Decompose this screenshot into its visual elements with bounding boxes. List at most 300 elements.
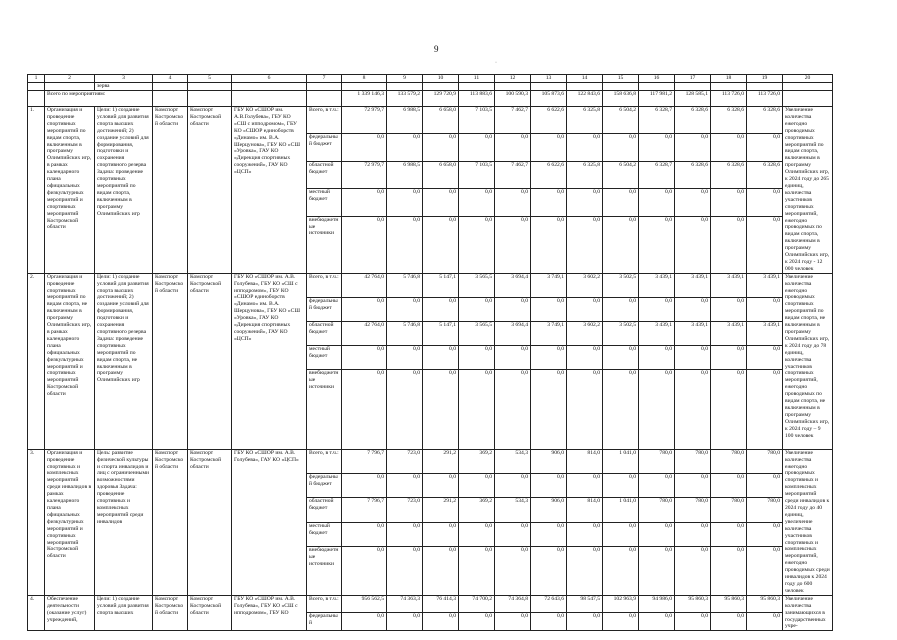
measure-goal: Цели: 1) создание условий для развития спорта высших достижений; 2) создание условий для формирования, подготовки и сохранения спортивного резерва Задача: проведение спортивных мероприятий по видам спорта, включенным в программу Олимпийских игр: [95, 107, 153, 274]
participants: ГБУ КО «СШОР им. А.В. Голубева», ГБУ КО «СШ с ипподромом», ГБУ КО: [232, 595, 307, 631]
funding-value: 0,0: [495, 134, 531, 161]
table-cell: [783, 91, 833, 107]
table-cell: [307, 91, 342, 107]
funding-value: 0,0: [603, 216, 639, 273]
table-cell: [188, 83, 232, 91]
funding-value: 723,0: [387, 498, 423, 522]
column-number: 18: [711, 75, 747, 83]
funding-value: 1 041,0: [603, 449, 639, 473]
table-cell: [387, 83, 423, 91]
funding-value: 0,0: [342, 345, 387, 369]
funding-value: 814,0: [567, 449, 603, 473]
funding-value: 0,0: [459, 547, 495, 596]
funding-value: 0,0: [567, 474, 603, 498]
funding-value: 95 860,3: [711, 595, 747, 612]
expected-result: Увеличение количества ежегодно проводимых спортивных мероприятий по видам спорта, включенным в программу Олимпийских игр, к 2024 году до 265 единиц, количества участников спортивных мероприятий, ежегодно проводимых по видам спорта, включенным в программу Олимпийских игр, к 2024 году - 12 000 человек: [783, 107, 833, 274]
funding-value: 0,0: [603, 297, 639, 321]
total-value: 133 579,2: [387, 91, 423, 107]
funding-value: 0,0: [603, 345, 639, 369]
measure-name: Обеспечение деятельности (оказание услуг) учреждений,: [45, 595, 95, 631]
total-label: Всего по мероприятиям:: [45, 91, 153, 107]
funding-source: федеральный бюджет: [307, 297, 342, 321]
funding-value: 6 328,6: [747, 107, 783, 134]
funding-value: 0,0: [459, 134, 495, 161]
funding-value: 6 622,6: [531, 161, 567, 188]
funding-value: 7 462,7: [495, 161, 531, 188]
funding-value: 0,0: [531, 216, 567, 273]
column-number: 13: [531, 75, 567, 83]
column-number: 12: [495, 75, 531, 83]
funding-value: 3 749,1: [531, 273, 567, 297]
funding-value: 369,2: [459, 449, 495, 473]
measure-goal: Цели: 1) создание условий для развития спорта высших достижений; 2) создание условий для формирования, подготовки и сохранения спортивного резерва Задача: проведение спортивных мероприятий по видам спорта, не включенным в программу Олимпийских игр: [95, 273, 153, 449]
funding-value: 0,0: [711, 547, 747, 596]
table-cell: [495, 83, 531, 91]
funding-value: 3 694,4: [495, 321, 531, 345]
funding-value: 0,0: [423, 547, 459, 596]
measure-name: Организация и проведение спортивных и комплексных мероприятий среди инвалидов в рамках календарного плана официальных физкультурных мероприятий и спортивных мероприятий Костромской области: [45, 449, 95, 595]
executor: Комспорт Костромской области: [188, 595, 232, 631]
funding-value: 6 988,5: [387, 107, 423, 134]
funding-value: 7 462,7: [495, 107, 531, 134]
funding-value: 6 328,6: [675, 107, 711, 134]
funding-value: 0,0: [531, 189, 567, 216]
funding-value: 5 147,1: [423, 273, 459, 297]
funding-value: 0,0: [423, 216, 459, 273]
funding-value: 780,0: [639, 498, 675, 522]
funding-value: 0,0: [342, 134, 387, 161]
table-cell: [153, 83, 188, 91]
goal-continuation: зерва: [95, 83, 153, 91]
column-number-row: [28, 75, 833, 83]
funding-value: 1 041,0: [603, 498, 639, 522]
funding-value: 0,0: [531, 547, 567, 596]
column-number: 7: [307, 75, 342, 83]
table-cell: [232, 91, 307, 107]
measure-name: Организация и проведение спортивных мероприятий по видам спорта, не включенным в программу Олимпийских игр, в рамках календарного плана официальных физкультурных мероприятий и спортивных мероприятий Костромской области: [45, 273, 95, 449]
funding-value: 534,3: [495, 449, 531, 473]
funding-value: 6 328,7: [639, 107, 675, 134]
funding-value: 3 565,5: [459, 321, 495, 345]
funding-value: 0,0: [531, 613, 567, 631]
funding-value: 0,0: [495, 474, 531, 498]
funding-value: 291,2: [423, 449, 459, 473]
funding-value: 0,0: [747, 216, 783, 273]
funding-value: 0,0: [567, 189, 603, 216]
funding-value: 0,0: [459, 474, 495, 498]
funding-value: 0,0: [495, 547, 531, 596]
funding-value: 0,0: [495, 522, 531, 546]
funding-value: 3 439,1: [639, 273, 675, 297]
funding-value: 780,0: [747, 449, 783, 473]
funding-value: 0,0: [342, 522, 387, 546]
funding-source: Всего, в т.ч.:: [307, 107, 342, 134]
funding-value: 7 103,5: [459, 107, 495, 134]
funding-value: 0,0: [387, 522, 423, 546]
funding-value: 0,0: [675, 189, 711, 216]
expected-result: Увеличение количества ежегодно проводимых спортивных мероприятий по видам спорта, не включенным в программу Олимпийских игр, к 2024 году до 78 единиц, количества участников спортивных мероприятий, ежегодно проводимых по видам спорта, не включенным в программу Олимпийских игр, к 2024 году – 9 100 человек: [783, 273, 833, 449]
funding-value: 0,0: [342, 297, 387, 321]
column-number: 17: [675, 75, 711, 83]
funding-value: 0,0: [675, 134, 711, 161]
funding-value: 0,0: [711, 369, 747, 449]
executor: Комспорт Костромской области: [188, 273, 232, 449]
co-executor: Комспорт Костромской области: [153, 273, 188, 449]
funding-value: 0,0: [342, 547, 387, 596]
funding-value: 0,0: [711, 134, 747, 161]
table-cell: [188, 91, 232, 107]
table-cell: [459, 83, 495, 91]
column-number: 6: [232, 75, 307, 83]
total-row: [28, 91, 833, 107]
table-cell: [567, 83, 603, 91]
funding-value: 74 700,2: [459, 595, 495, 612]
funding-value: 0,0: [675, 522, 711, 546]
funding-value: 0,0: [342, 474, 387, 498]
column-number: 19: [747, 75, 783, 83]
funding-value: 0,0: [639, 474, 675, 498]
funding-source: Всего, в т.ч.:: [307, 449, 342, 473]
funding-value: 0,0: [567, 134, 603, 161]
funding-value: 0,0: [639, 613, 675, 631]
total-value: 113 726,0: [711, 91, 747, 107]
funding-value: 0,0: [387, 369, 423, 449]
funding-value: 0,0: [747, 547, 783, 596]
funding-source: федеральный бюджет: [307, 474, 342, 498]
funding-value: 3 439,1: [747, 273, 783, 297]
table-cell: [639, 83, 675, 91]
funding-value: 0,0: [531, 474, 567, 498]
funding-value: 6 504,2: [603, 161, 639, 188]
funding-value: 6 325,8: [567, 161, 603, 188]
table-cell: [28, 83, 45, 91]
funding-value: 0,0: [675, 216, 711, 273]
total-value: 105 873,6: [531, 91, 567, 107]
funding-value: 0,0: [531, 297, 567, 321]
participants: ГБУ КО «СШОР им. А.В. Голубева», ГБУ КО «СШ с ипподромом», ГБУ КО «СШОР единоборств «Динамо» им. В.А. Шерцунова», ГБУ КО «СШ «Уровка», ГАУ КО «Дирекция спортивных сооружений», ГАУ КО «ЦСП»: [232, 273, 307, 449]
funding-value: 3 439,1: [675, 321, 711, 345]
funding-value: 0,0: [495, 216, 531, 273]
measure-number: 4.: [28, 595, 45, 631]
funding-value: 780,0: [675, 498, 711, 522]
funding-source: местный бюджет: [307, 522, 342, 546]
total-value: 113 883,6: [459, 91, 495, 107]
funding-value: 6 988,5: [387, 161, 423, 188]
funding-source: внебюджетные источники: [307, 216, 342, 273]
funding-value: 0,0: [639, 134, 675, 161]
funding-value: 0,0: [459, 522, 495, 546]
funding-value: 0,0: [423, 297, 459, 321]
funding-value: 0,0: [603, 613, 639, 631]
table-cell: [153, 91, 188, 107]
funding-value: 74 363,3: [387, 595, 423, 612]
funding-value: 0,0: [567, 547, 603, 596]
funding-value: 906,0: [531, 449, 567, 473]
section-4-row: [28, 595, 833, 612]
scan-mark: ·: [495, 60, 497, 66]
expected-result: Увеличение количества ежегодно проводимых спортивных и комплексных мероприятий среди инвалидов к 2024 году до 40 единиц, увеличение количества участников спортивных и комплексных мероприятий, ежегодно проводимых среди инвалидов к 2024 году до 600 человек: [783, 449, 833, 595]
funding-value: 72 979,7: [342, 161, 387, 188]
funding-value: 7 103,5: [459, 161, 495, 188]
funding-value: 0,0: [747, 189, 783, 216]
funding-value: 0,0: [387, 189, 423, 216]
funding-value: 0,0: [603, 547, 639, 596]
funding-value: 95 860,3: [675, 595, 711, 612]
funding-value: 0,0: [423, 345, 459, 369]
column-number: 3: [95, 75, 153, 83]
column-number: 11: [459, 75, 495, 83]
funding-value: 814,0: [567, 498, 603, 522]
funding-value: 95 860,3: [747, 595, 783, 612]
table-cell: [783, 83, 833, 91]
table-cell: [675, 83, 711, 91]
total-value: 128 585,1: [675, 91, 711, 107]
funding-value: 42 764,0: [342, 273, 387, 297]
funding-value: 0,0: [747, 134, 783, 161]
continuation-row: [28, 83, 833, 91]
funding-value: 3 602,2: [567, 273, 603, 297]
funding-value: 0,0: [603, 369, 639, 449]
funding-value: 0,0: [387, 216, 423, 273]
program-table: [27, 74, 833, 631]
funding-value: 7 796,7: [342, 449, 387, 473]
measure-number: 1.: [28, 107, 45, 274]
co-executor: Комспорт Костромской области: [153, 107, 188, 274]
funding-value: 0,0: [747, 474, 783, 498]
funding-value: 3 694,4: [495, 273, 531, 297]
funding-source: внебюджетные источники: [307, 369, 342, 449]
column-number: 10: [423, 75, 459, 83]
funding-value: 0,0: [342, 216, 387, 273]
funding-value: 3 439,1: [639, 321, 675, 345]
funding-value: 0,0: [387, 474, 423, 498]
funding-value: 6 328,6: [675, 161, 711, 188]
funding-value: 534,3: [495, 498, 531, 522]
funding-value: 0,0: [567, 613, 603, 631]
funding-value: 0,0: [675, 345, 711, 369]
funding-value: 6 658,0: [423, 107, 459, 134]
table-cell: [603, 83, 639, 91]
funding-source: местный бюджет: [307, 189, 342, 216]
funding-value: 6 504,2: [603, 107, 639, 134]
funding-value: 3 602,2: [567, 321, 603, 345]
funding-value: 0,0: [495, 613, 531, 631]
measure-name: Организация и проведение спортивных мероприятий по видам спорта, включенным в программу Олимпийских игр, в рамках календарного плана официальных физкультурных мероприятий и спортивных мероприятий Костромской области: [45, 107, 95, 274]
table-cell: [531, 83, 567, 91]
total-value: 113 726,0: [747, 91, 783, 107]
funding-value: 0,0: [639, 547, 675, 596]
funding-value: 0,0: [423, 369, 459, 449]
funding-value: 0,0: [423, 134, 459, 161]
funding-value: 0,0: [711, 474, 747, 498]
funding-source: внебюджетные источники: [307, 547, 342, 596]
section-1-row: [28, 107, 833, 134]
funding-value: 5 746,8: [387, 273, 423, 297]
funding-source: Всего, в т.ч.:: [307, 273, 342, 297]
funding-value: 3 749,1: [531, 321, 567, 345]
funding-value: 0,0: [387, 134, 423, 161]
funding-source: местный бюджет: [307, 345, 342, 369]
funding-value: 0,0: [711, 189, 747, 216]
funding-value: 0,0: [342, 189, 387, 216]
funding-value: 0,0: [711, 613, 747, 631]
funding-value: 0,0: [459, 216, 495, 273]
funding-value: 72 643,6: [531, 595, 567, 612]
funding-value: 3 439,1: [711, 273, 747, 297]
funding-value: 0,0: [639, 345, 675, 369]
funding-value: 723,0: [387, 449, 423, 473]
funding-value: 0,0: [639, 297, 675, 321]
funding-source: областной бюджет: [307, 161, 342, 188]
funding-value: 6 328,6: [711, 161, 747, 188]
column-number: 4: [153, 75, 188, 83]
funding-value: 5 746,8: [387, 321, 423, 345]
funding-value: 0,0: [567, 216, 603, 273]
participants: ГБУ КО «СШОР им. А.В. Голубева», ГАУ КО «ЦСП»: [232, 449, 307, 595]
funding-value: 94 986,0: [639, 595, 675, 612]
column-number: 8: [342, 75, 387, 83]
funding-value: 5 147,1: [423, 321, 459, 345]
column-number: 5: [188, 75, 232, 83]
table-cell: [307, 83, 342, 91]
funding-value: 369,2: [459, 498, 495, 522]
funding-value: 0,0: [711, 297, 747, 321]
funding-value: 0,0: [495, 189, 531, 216]
funding-value: 72 979,7: [342, 107, 387, 134]
funding-source: федеральный: [307, 613, 342, 631]
funding-value: 74 364,8: [495, 595, 531, 612]
funding-value: 0,0: [567, 345, 603, 369]
funding-value: 6 328,6: [747, 161, 783, 188]
funding-value: 0,0: [603, 522, 639, 546]
column-number: 15: [603, 75, 639, 83]
total-value: 129 720,9: [423, 91, 459, 107]
funding-value: 0,0: [423, 522, 459, 546]
table-cell: [711, 83, 747, 91]
funding-value: 0,0: [675, 369, 711, 449]
funding-value: 76 414,3: [423, 595, 459, 612]
funding-value: 0,0: [531, 345, 567, 369]
total-value: 117 981,2: [639, 91, 675, 107]
funding-value: 780,0: [711, 449, 747, 473]
total-value: 158 636,8: [603, 91, 639, 107]
total-value: 100 590,3: [495, 91, 531, 107]
funding-value: 0,0: [459, 613, 495, 631]
expected-result: Увеличение количества занимающихся в государственных учре-: [783, 595, 833, 631]
funding-value: 0,0: [342, 369, 387, 449]
funding-value: 0,0: [675, 613, 711, 631]
funding-value: 0,0: [639, 216, 675, 273]
funding-value: 0,0: [639, 189, 675, 216]
funding-value: 0,0: [567, 369, 603, 449]
column-number: 9: [387, 75, 423, 83]
column-number: 14: [567, 75, 603, 83]
funding-value: 0,0: [423, 613, 459, 631]
funding-value: 42 764,0: [342, 321, 387, 345]
funding-value: 906,0: [531, 498, 567, 522]
measure-goal: Цель: развитие физической культуры и спорта инвалидов и лиц с ограниченными возможностями здоровья Задача: проведение спортивных и комплексных мероприятий среди инвалидов: [95, 449, 153, 595]
funding-value: 3 502,5: [603, 273, 639, 297]
table-cell: [45, 83, 95, 91]
funding-value: 0,0: [603, 474, 639, 498]
funding-value: 3 502,5: [603, 321, 639, 345]
funding-value: 0,0: [387, 613, 423, 631]
funding-value: 780,0: [639, 449, 675, 473]
funding-value: 0,0: [387, 297, 423, 321]
funding-value: 0,0: [423, 474, 459, 498]
total-value: 1 339 146,3: [342, 91, 387, 107]
column-number: 1: [28, 75, 45, 83]
funding-value: 6 622,6: [531, 107, 567, 134]
column-number: 16: [639, 75, 675, 83]
funding-value: 0,0: [423, 189, 459, 216]
funding-value: 956 562,5: [342, 595, 387, 612]
funding-value: 0,0: [567, 522, 603, 546]
executor: Комспорт Костромской области: [188, 107, 232, 274]
funding-value: 0,0: [387, 547, 423, 596]
funding-value: 0,0: [603, 134, 639, 161]
total-value: 122 843,6: [567, 91, 603, 107]
measure-number: 2.: [28, 273, 45, 449]
funding-value: 0,0: [711, 216, 747, 273]
funding-value: 0,0: [459, 345, 495, 369]
funding-source: федеральный бюджет: [307, 134, 342, 161]
funding-value: 0,0: [342, 613, 387, 631]
table-cell: [232, 83, 307, 91]
section-3-row: [28, 449, 833, 473]
funding-value: 3 439,1: [747, 321, 783, 345]
funding-value: 102 963,9: [603, 595, 639, 612]
funding-value: 0,0: [495, 297, 531, 321]
funding-value: 0,0: [495, 345, 531, 369]
executor: Комспорт Костромской области: [188, 449, 232, 595]
funding-value: 0,0: [567, 297, 603, 321]
table-cell: [747, 83, 783, 91]
funding-value: 0,0: [747, 345, 783, 369]
funding-value: 0,0: [531, 369, 567, 449]
funding-value: 98 547,5: [567, 595, 603, 612]
funding-value: 0,0: [495, 369, 531, 449]
funding-value: 0,0: [675, 547, 711, 596]
funding-value: 0,0: [747, 297, 783, 321]
table-cell: [342, 83, 387, 91]
funding-value: 0,0: [459, 189, 495, 216]
table-cell: [28, 91, 45, 107]
funding-value: 0,0: [639, 369, 675, 449]
funding-value: 3 565,5: [459, 273, 495, 297]
funding-value: 291,2: [423, 498, 459, 522]
funding-value: 0,0: [711, 522, 747, 546]
funding-value: 0,0: [747, 613, 783, 631]
funding-value: 3 439,1: [711, 321, 747, 345]
section-2-row: [28, 273, 833, 297]
funding-value: 0,0: [747, 522, 783, 546]
funding-value: 0,0: [531, 522, 567, 546]
funding-value: 6 328,6: [711, 107, 747, 134]
funding-value: 6 328,7: [639, 161, 675, 188]
funding-value: 0,0: [747, 369, 783, 449]
funding-value: 0,0: [531, 134, 567, 161]
funding-value: 780,0: [747, 498, 783, 522]
funding-value: 0,0: [711, 345, 747, 369]
page-number: 9: [434, 44, 439, 54]
funding-source: областной бюджет: [307, 498, 342, 522]
co-executor: Комспорт Костромской области: [153, 595, 188, 631]
funding-value: 780,0: [675, 449, 711, 473]
funding-value: 0,0: [387, 345, 423, 369]
funding-value: 0,0: [459, 297, 495, 321]
funding-value: 6 658,0: [423, 161, 459, 188]
